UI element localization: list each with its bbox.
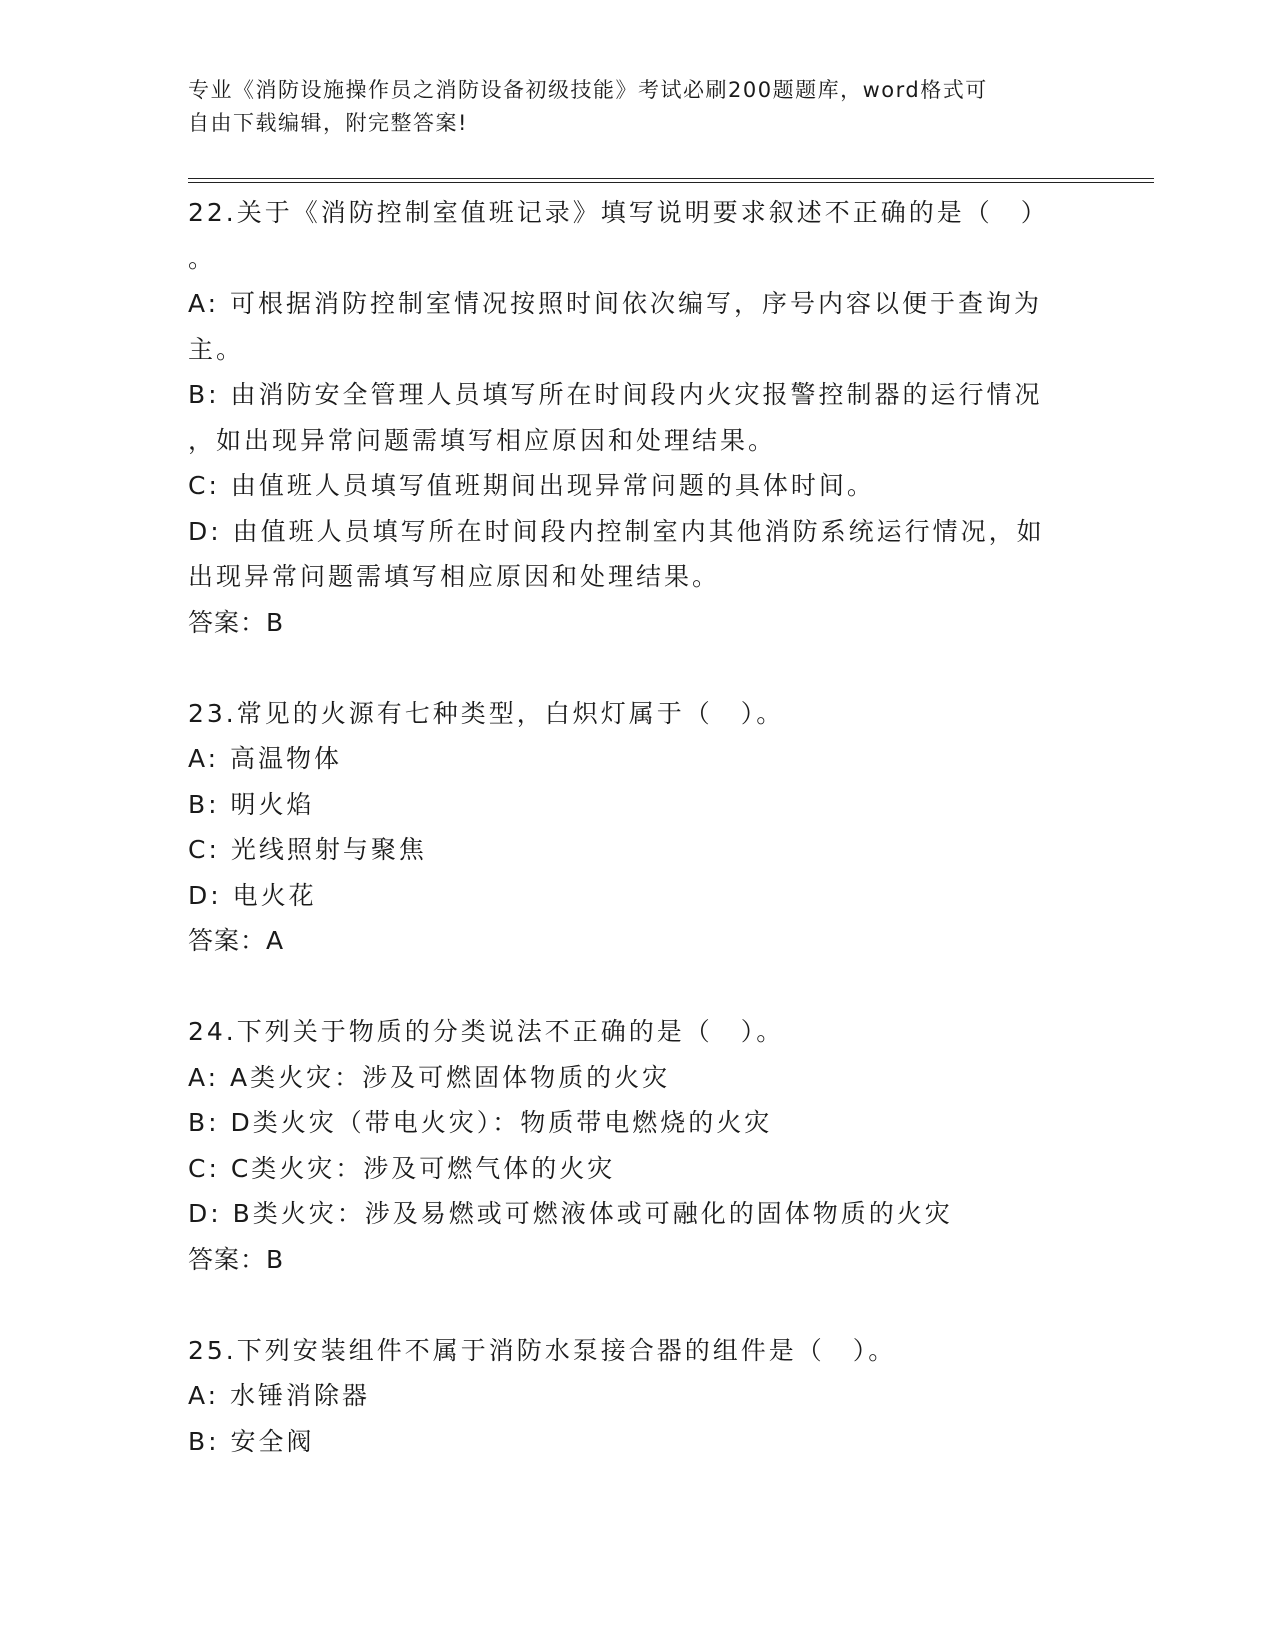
option-b: B: 由消防安全管理人员填写所在时间段内火灾报警控制器的运行情况: [188, 380, 1043, 409]
option-c: C: 光线照射与聚焦: [188, 835, 427, 864]
header-line: 自由下载编辑，附完整答案!: [188, 111, 468, 135]
question-list: [188, 190, 1088, 1464]
question-stem: 25.下列安装组件不属于消防水泵接合器的组件是（ ）。: [188, 1335, 897, 1365]
option-d: D: 由值班人员填写所在时间段内控制室内其他消防系统运行情况，如: [188, 516, 1045, 546]
option-b: B: D类火灾（带电火灾）：物质带电燃烧的火灾: [188, 1108, 773, 1137]
header-line: 专业《消防设施操作员之消防设备初级技能》考试必刷200题题库，word格式可: [188, 78, 988, 102]
option-d-continued: 出现异常问题需填写相应原因和处理结果。: [188, 562, 721, 591]
option-c: C: 由值班人员填写值班期间出现异常问题的具体时间。: [188, 471, 875, 500]
question-stem: 24.下列关于物质的分类说法不正确的是（ ）。: [188, 1017, 785, 1046]
question-stem: 22.关于《消防控制室值班记录》填写说明要求叙述不正确的是（ ）: [188, 198, 1049, 227]
option-c: C: C类火灾：涉及可燃气体的火灾: [188, 1153, 616, 1183]
option-b: B: 安全阀: [188, 1426, 315, 1456]
option-a: A: 可根据消防控制室情况按照时间依次编写，序号内容以便于查询为: [188, 289, 1043, 318]
option-d: D: B类火灾：涉及易燃或可燃液体或可融化的固体物质的火灾: [188, 1199, 953, 1228]
option-a: A: 水锤消除器: [188, 1381, 371, 1410]
document-header: [188, 74, 1068, 140]
answer: 答案：B: [188, 1244, 285, 1274]
option-d: D: 电火花: [188, 880, 317, 910]
option-b-continued: ，如出现异常问题需填写相应原因和处理结果。: [188, 425, 777, 455]
question-stem: 23.常见的火源有七种类型，白炽灯属于（ ）。: [188, 698, 785, 728]
header-divider: [188, 178, 1154, 183]
question-23: [188, 691, 1088, 964]
question-25: [188, 1328, 1088, 1465]
question-24: [188, 1009, 1088, 1282]
option-a: A: 高温物体: [188, 744, 343, 773]
option-a: A: A类火灾：涉及可燃固体物质的火灾: [188, 1062, 671, 1092]
answer: 答案：B: [188, 607, 285, 637]
option-b: B: 明火焰: [188, 789, 315, 819]
question-22: [188, 190, 1088, 645]
answer: 答案：A: [188, 926, 285, 955]
option-a-continued: 主。: [188, 334, 245, 364]
question-stem: 。: [188, 243, 217, 273]
